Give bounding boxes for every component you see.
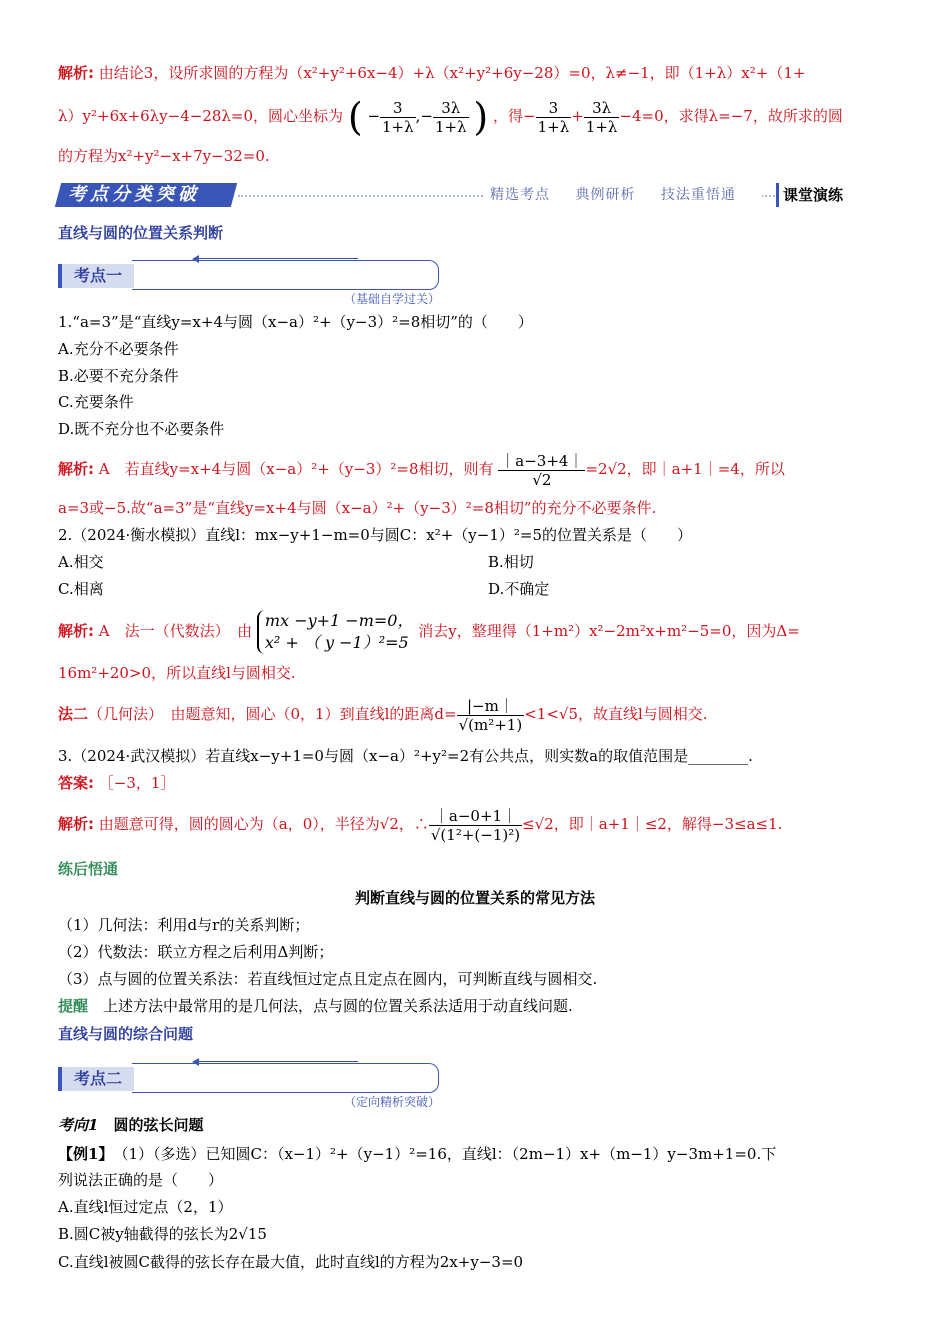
option: A.相交 (58, 553, 104, 571)
review-title: 练后悟通 (58, 860, 119, 878)
kaodian-tag: 考点二 (58, 1067, 134, 1091)
direction-heading: 考向1 圆的弦长问题 (58, 1116, 204, 1134)
kaodian-box (58, 260, 440, 306)
review-tip: 提醒 上述方法中最常用的是几何法，点与圆的位置关系法适用于动直线问题. (58, 997, 573, 1015)
option: B.必要不充分条件 (58, 367, 179, 385)
option: C.相离 (58, 580, 104, 598)
example-line1: 【例1】 （1）（多选）已知圆C：（x−1）²+（y−1）²=16，直线l：（2m−1）x+（m−1）y−3m+1=0.下 (58, 1145, 777, 1163)
banner-class-label: 课堂演练 (776, 183, 843, 207)
solution: 解析: A 法一（代数法） 由 mx −y+1 −m=0， x² + （ y −1）²=5 消去y，整理得（1+m²）x²−2m²x+m²−5=0，因为Δ= (58, 611, 800, 652)
kaodian-sub: （定向精析突破） (343, 1095, 440, 1109)
example-line2: 列说法正确的是（ ） (58, 1171, 224, 1189)
solution-line2: a=3或−5.故“a=3”是“直线y=x+4与圆（x−a）²+（y−3）²=8相切”的充分不必要条件. (58, 499, 657, 517)
fraction: $\frac{|a-0+1|}{\text{√(1²+(−1)²)}}$ (430, 806, 521, 844)
solution-line2: 16m²+20>0，所以直线l与圆相交. (58, 664, 296, 682)
section-title: 直线与圆的位置关系判断 (58, 224, 224, 242)
banner-title: 考点分类突破 (68, 184, 200, 205)
review-item: （3）点与圆的位置关系法：若直线恒过定点且定点在圆内，可判断直线与圆相交. (58, 970, 598, 988)
option: A.直线l恒过定点（2，1） (58, 1198, 233, 1216)
answer: 答案: ［−3，1］ (58, 774, 176, 792)
banner-links (484, 183, 762, 207)
review-item: （2）代数法：联立方程之后利用Δ判断； (58, 943, 334, 961)
review-heading: 判断直线与圆的位置关系的常见方法 (354, 889, 595, 907)
option: B.相切 (488, 553, 534, 571)
fraction: $\frac{3}{1+\lambda}$ (382, 98, 414, 136)
fraction: $\frac{|-m|}{\text{√(m²+1)}}$ (458, 696, 523, 734)
option: D.不确定 (488, 580, 550, 598)
solution: 解析: 由题意可得，圆的圆心为（a，0），半径为√2，∴ $\frac{|a-0+1|}{\text{√(1²+(−1)²)}}$ ≤√2，即｜a+1｜≤2，解得−3≤a≤1. (58, 806, 783, 844)
kaodian-tag: 考点一 (58, 264, 134, 288)
fraction: $\frac{|a-3+4|}{√2}$ (500, 451, 584, 489)
question-stem: 3.（2024·武汉模拟）若直线x−y+1=0与圆（x−a）²+y²=2有公共点，则实数a的取值范围是________. (58, 747, 753, 765)
question-stem: 2.（2024·衡水模拟）直线l：mx−y+1−m=0与圆C：x²+（y−1）²=5的位置关系是（ ） (58, 526, 693, 544)
option: D.既不充分也不必要条件 (58, 420, 225, 438)
fraction: $\frac{3\lambda}{1+\lambda}$ (434, 98, 467, 136)
solution: 解析: A 若直线y=x+4与圆（x−a）²+（y−3）²=8相切，则有 $\frac{|a-3+4|}{√2}$ =2√2，即｜a+1｜=4，所以 (58, 451, 785, 489)
prev-solution-line1: 解析: 由结论3，设所求圆的方程为（x²+y²+6x−4）+λ（x²+y²+6y−28）=0，λ≠−1，即（1+λ）x²+（1+ (58, 64, 806, 82)
prev-solution-line2: λ）y²+6x+6λy−4−28λ=0，圆心坐标为 ( − $\frac{3}{1+\lambda}$ ,− $\frac{3\lambda}{1+\lambda}$ ) ，得− $\frac{3}{1+\lambda}$ + $\frac{3\lambda}{1+\lambda}$ −4=0，求得λ=−7，故所求的圆 (58, 95, 843, 139)
section-title: 直线与圆的综合问题 (58, 1025, 194, 1043)
option: C.直线l被圆C截得的弦长存在最大值，此时直线l的方程为2x+y−3=0 (58, 1253, 524, 1271)
banner-link: 典例研析 (575, 187, 636, 203)
equation-system: mx −y+1 −m=0， x² + （ y −1）²=5 (257, 610, 414, 654)
solution-method2: 法二（几何法） 由题意知，圆心（0，1）到直线l的距离d= $\frac{|-m|}{\text{√(m²+1)}}$ <1<√5，故直线l与圆相交. (58, 696, 708, 734)
option: C.充要条件 (58, 393, 134, 411)
banner-link: 技法重悟通 (660, 187, 736, 203)
section-banner (58, 183, 858, 209)
review-item: （1）几何法：利用d与r的关系判断； (58, 916, 310, 934)
kaodian-sub: （基础自学过关） (343, 292, 440, 306)
prev-solution-line3: 的方程为x²+y²−x+7y−32=0. (58, 147, 270, 165)
banner-link: 精选考点 (490, 187, 550, 203)
kaodian-box (58, 1063, 440, 1109)
question-stem: 1.“a=3”是“直线y=x+4与圆（x−a）²+（y−3）²=8相切”的（ ） (58, 313, 533, 331)
fraction: $\frac{3}{1+\lambda}$ (537, 98, 570, 136)
fraction: $\frac{3\lambda}{1+\lambda}$ (585, 98, 618, 136)
option: B.圆C被y轴截得的弦长为2√15 (58, 1225, 267, 1243)
option: A.充分不必要条件 (58, 340, 179, 358)
